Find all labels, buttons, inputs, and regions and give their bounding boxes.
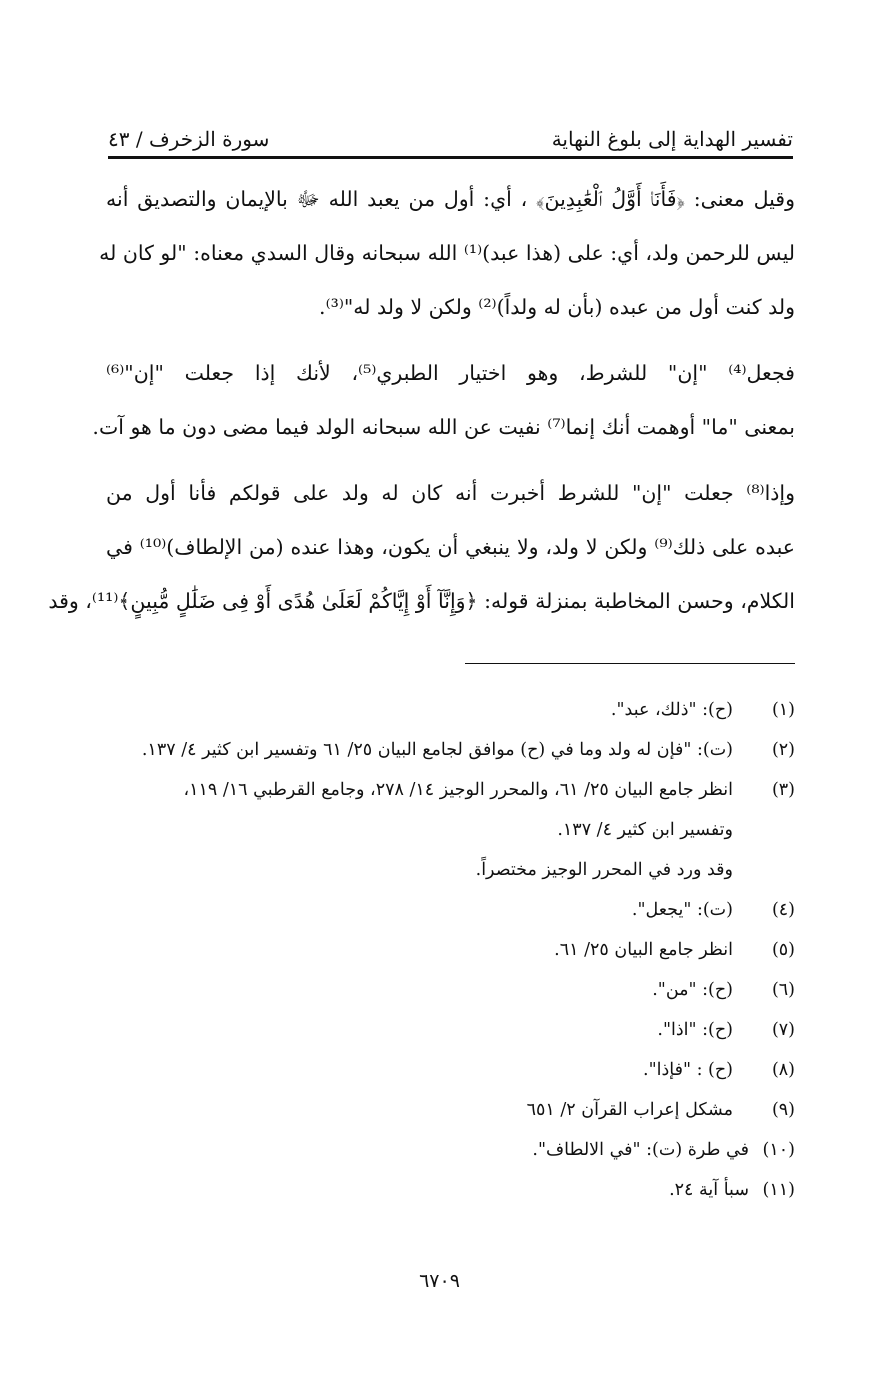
footnote [100, 1090, 795, 1130]
footnote-text: مشكل إعراب القرآن ٢/ ٦٥١ [526, 1100, 733, 1120]
footnote [100, 730, 795, 770]
footnote-number: (٢) [771, 740, 795, 760]
footnotes [100, 690, 795, 1210]
text-line: ولد كنت أول من عبده (بأن له ولداً)⁽²⁾ ولكن لا ولد له"⁽³⁾. [319, 295, 795, 319]
footnote-number: (١) [771, 700, 795, 720]
footnote-number: (١٠) [762, 1140, 795, 1160]
footnote [100, 970, 795, 1010]
footnote-text: (ح): "ذلك، عبد". [610, 700, 733, 720]
footnote-number: (٨) [771, 1060, 795, 1080]
footnote-number: (٩) [771, 1100, 795, 1120]
footnote-number: (١١) [762, 1180, 795, 1200]
footnote [100, 770, 795, 810]
text-line: وقيل معنى: ﴿فَأَنَا۠ أَوَّلُ ٱلْعَٰبِدِينَ﴾ ، أي: أول من يعبد الله ﷻ بالإيمان والتصديق أنه [106, 187, 795, 211]
footnote-text: (ح): "من". [652, 980, 733, 1000]
footnote [100, 690, 795, 730]
text-line: الكلام، وحسن المخاطبة بمنزلة قوله: ﴿وَإِنَّآ أَوْ إِيَّاكُمْ لَعَلَىٰ هُدًى أَوْ فِى ضَلَٰلٍ مُّبِينٍ﴾⁽¹¹⁾، وقد [48, 589, 795, 613]
book-title: تفسير الهداية إلى بلوغ النهاية [551, 127, 793, 151]
footnote [100, 890, 795, 930]
footnote [100, 1130, 795, 1170]
page-number: ٦٧٠٩ [419, 1270, 460, 1292]
footnote-continuation: وتفسير ابن كثير ٤/ ١٣٧. [557, 820, 733, 840]
footnote-text: انظر جامع البيان ٢٥/ ٦١، والمحرر الوجيز ١٤/ ٢٧٨، وجامع القرطبي ١٦/ ١١٩، [183, 780, 733, 800]
running-header [108, 108, 793, 159]
footnote-number: (٦) [771, 980, 795, 1000]
text-line: بمعنى "ما" أوهمت أنك إنما⁽⁷⁾ نفيت عن الله سبحانه الولد فيما مضى دون ما هو آت. [92, 415, 795, 439]
surah-chapter-title: سورة الزخرف / ٤٣ [108, 127, 270, 151]
footnote [100, 1010, 795, 1050]
main-text [48, 172, 795, 628]
footnote [100, 1170, 795, 1210]
footnote-text: في طرة (ت): "في الالطاف". [532, 1140, 749, 1160]
footnote-number: (٤) [771, 900, 795, 920]
footnote-text: (ت): "فإن له ولد وما في (ح) موافق لجامع البيان ٢٥/ ٦١ وتفسير ابن كثير ٤/ ١٣٧. [141, 740, 733, 760]
footnote-text: (ح): "اذا". [657, 1020, 733, 1040]
text-line: وإذا⁽⁸⁾ جعلت "إن" للشرط أخبرت أنه كان له ولد على قولكم فأنا أول من [106, 481, 795, 505]
footnote-number: (٥) [771, 940, 795, 960]
paragraph [48, 466, 795, 628]
text-line: ليس للرحمن ولد، أي: على (هذا عبد)⁽¹⁾ الله سبحانه وقال السدي معناه: "لو كان له [99, 241, 795, 265]
footnote-separator [465, 663, 795, 664]
footnote-text: (ت): "يجعل". [631, 900, 733, 920]
footnote [100, 1050, 795, 1090]
footnote-text: سبأ آية ٢٤. [669, 1180, 749, 1200]
footnote-continuation: وقد ورد في المحرر الوجيز مختصراً. [475, 860, 733, 880]
text-line: عبده على ذلك⁽⁹⁾ ولكن لا ولد، ولا ينبغي أن يكون، وهذا عنده (من الإلطاف)⁽¹⁰⁾ في [106, 535, 795, 559]
paragraph [92, 346, 795, 454]
footnote-text: (ح) : "فإذا". [643, 1060, 733, 1080]
text-line: فجعل⁽⁴⁾ "إن" للشرط، وهو اختيار الطبري⁽⁵⁾، لأنك إذا جعلت "إن"⁽⁶⁾ [106, 361, 795, 385]
footnote-number: (٣) [771, 780, 795, 800]
footnote-number: (٧) [771, 1020, 795, 1040]
paragraph [99, 172, 795, 334]
footnote [100, 930, 795, 970]
footnote-text: انظر جامع البيان ٢٥/ ٦١. [554, 940, 733, 960]
